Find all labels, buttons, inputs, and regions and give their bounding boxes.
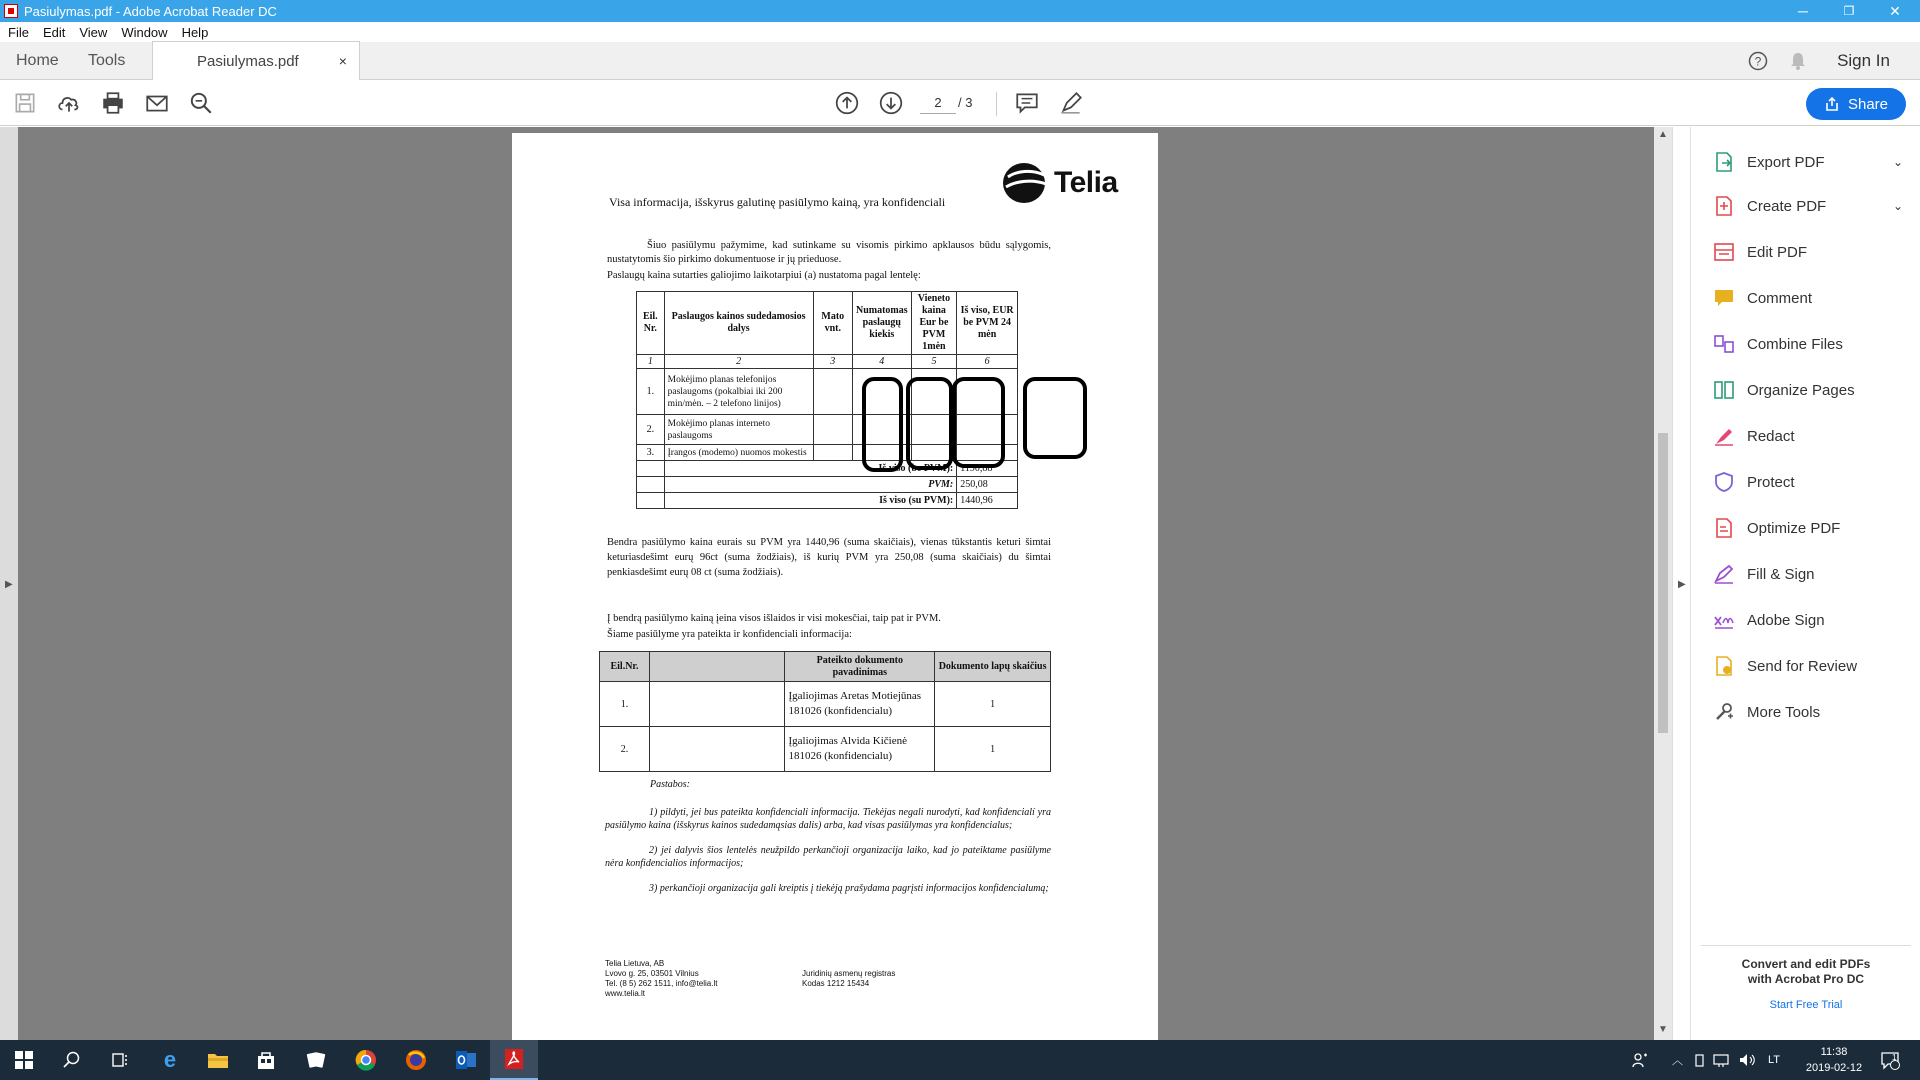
col-header-nr: Eil. Nr.: [637, 292, 665, 355]
empty-cell: [637, 461, 665, 477]
email-icon[interactable]: [144, 90, 170, 116]
tool-label: More Tools: [1747, 703, 1821, 721]
people-tray-icon: [1632, 1052, 1648, 1068]
notification-center-icon: [1880, 1050, 1900, 1070]
tools-panel: [1690, 127, 1920, 1040]
edit-pdf-icon: [1713, 241, 1735, 263]
left-panel-toggle[interactable]: [0, 127, 18, 1040]
people-icon[interactable]: [1632, 1040, 1648, 1080]
tool-label: Edit PDF: [1747, 243, 1808, 261]
row-name: Mokėjimo planas interneto paslaugoms: [664, 415, 813, 445]
highlight-pen-icon[interactable]: [1058, 90, 1084, 116]
export-pdf-icon: [1713, 151, 1735, 173]
taskbar-search-icon: [63, 1051, 81, 1069]
row-name: Įrangos (modemo) nuomos mokestis: [664, 445, 813, 461]
table-row: [600, 682, 1051, 727]
window-title: Pasiulymas.pdf - Adobe Acrobat Reader DC: [24, 3, 277, 19]
close-window-button[interactable]: ✕: [1889, 2, 1901, 19]
redaction-mark: [952, 377, 1005, 468]
battery-network-volume-icons: [1694, 1052, 1768, 1068]
tool-label: Organize Pages: [1747, 381, 1855, 399]
price-table-header: [637, 292, 1018, 355]
total-value: 250,08: [957, 477, 1018, 493]
taskbar-edge[interactable]: [146, 1040, 194, 1080]
tab-document[interactable]: [152, 41, 360, 80]
tool-redact[interactable]: [1713, 421, 1795, 451]
notification-count: 1: [1892, 1053, 1897, 1062]
page-count: 1: [935, 682, 1051, 727]
page-count: 1: [935, 727, 1051, 772]
toolbar-divider: [996, 92, 997, 116]
tab-home[interactable]: Home: [16, 52, 59, 69]
telia-pebble-icon: [1002, 161, 1048, 205]
tool-protect[interactable]: [1713, 467, 1795, 497]
tool-edit-pdf[interactable]: [1713, 237, 1807, 267]
chevron-down-icon[interactable]: ⌄: [1893, 155, 1904, 169]
agreement-paragraph: Šiuo pasiūlymu pažymime, kad sutinkame su visomis pirkimo apklausos būdu sąlygomis, nustatytomis šio pirkimo dokumentuose ir jų prieduose.: [607, 240, 1051, 265]
tool-label: Create PDF: [1747, 197, 1827, 215]
tool-optimize-pdf[interactable]: [1713, 513, 1840, 543]
send-review-icon: [1713, 655, 1735, 677]
save-icon[interactable]: [12, 90, 38, 116]
total-row: [637, 493, 1018, 509]
promo-text-2: with Acrobat Pro DC: [1747, 972, 1865, 986]
note-3: 3) perkančioji organizacija gali kreiptis į tiekėją prašydama pagrįsti informacijos konfidencialumą;: [649, 883, 1049, 894]
tool-adobe-sign[interactable]: [1713, 605, 1825, 635]
tool-label: Adobe Sign: [1747, 611, 1825, 629]
total-value: 1190,88: [957, 461, 1018, 477]
taskbar-store[interactable]: [242, 1040, 290, 1080]
empty-cell: [649, 727, 785, 772]
page-number-input[interactable]: 2: [920, 92, 956, 114]
tool-fill-sign[interactable]: [1713, 559, 1815, 589]
tool-comment[interactable]: [1713, 283, 1812, 313]
right-panel-toggle[interactable]: [1672, 127, 1690, 1040]
chrome-browser-icon: [355, 1049, 377, 1071]
row-number: 2.: [637, 415, 665, 445]
tool-combine-files[interactable]: [1713, 329, 1843, 359]
upgrade-promo: [1691, 945, 1920, 1011]
telia-logo-text: Telia: [1054, 166, 1118, 199]
taskbar-acrobat[interactable]: [490, 1040, 538, 1080]
edge-browser-icon: [159, 1049, 181, 1071]
task-view-button[interactable]: [96, 1040, 144, 1080]
empty-cell: [649, 682, 785, 727]
protect-icon: [1713, 471, 1735, 493]
tool-label: Combine Files: [1747, 335, 1843, 353]
folder-icon: [207, 1051, 229, 1069]
tool-export-pdf[interactable]: [1713, 147, 1904, 177]
fill-sign-icon: [1713, 563, 1735, 585]
row-name: Mokėjimo planas telefonijos paslaugoms (pokalbiai iki 200 min/mėn. – 2 telefono linijos): [664, 369, 813, 415]
tool-label: Fill & Sign: [1747, 565, 1815, 583]
tool-label: Comment: [1747, 289, 1813, 307]
col-header-empty: [649, 652, 785, 682]
tool-label: Send for Review: [1747, 657, 1858, 675]
table-row: [600, 727, 1051, 772]
tab-bar: [0, 42, 1920, 80]
comment-icon: [1713, 287, 1735, 309]
start-free-trial-link[interactable]: Start Free Trial: [1769, 999, 1843, 1011]
organize-pages-icon: [1713, 379, 1735, 401]
tool-label: Optimize PDF: [1747, 519, 1841, 537]
tab-tools[interactable]: Tools: [88, 52, 126, 69]
footer-company: [605, 959, 717, 999]
minimize-button[interactable]: ─: [1798, 3, 1808, 19]
outlook-icon: [455, 1050, 477, 1070]
scroll-up-icon[interactable]: ▲: [1658, 129, 1668, 140]
sign-in-link[interactable]: Sign In: [1837, 51, 1890, 70]
share-label: Share: [1847, 95, 1889, 113]
cards-icon: [305, 1050, 327, 1070]
create-pdf-icon: [1713, 195, 1735, 217]
toolbar: [0, 80, 1920, 126]
acrobat-reader-icon: [504, 1048, 524, 1070]
empty-cell: [637, 493, 665, 509]
clock-date: 2019-02-12: [1805, 1062, 1863, 1074]
col-header-total: Iš viso, EUR be PVM 24 mėn: [957, 292, 1018, 355]
print-icon[interactable]: [100, 90, 126, 116]
search-icon[interactable]: [188, 90, 214, 116]
col-header-unit-price: Vieneto kaina Eur be PVM 1mėn: [911, 292, 957, 355]
system-clock[interactable]: [1798, 1044, 1870, 1076]
next-page-icon[interactable]: [878, 90, 904, 116]
footer-line: Juridinių asmenų registras: [802, 969, 896, 978]
footer-line: Telia Lietuva, AB: [605, 959, 665, 968]
confidential-docs-table: [599, 651, 1051, 772]
comment-tool-icon[interactable]: [1014, 90, 1040, 116]
notification-bell-icon[interactable]: [1788, 51, 1808, 71]
empty-cell: [637, 477, 665, 493]
svg-text:e: e: [163, 1049, 177, 1071]
help-icon[interactable]: [1748, 51, 1768, 71]
taskbar-outlook[interactable]: [442, 1040, 490, 1080]
empty-cell: [813, 445, 852, 461]
windows-start-button[interactable]: [0, 1040, 48, 1080]
store-bag-icon: [256, 1050, 276, 1070]
footer-line: Tel. (8 5) 262 1511, info@telia.lt: [605, 979, 718, 988]
telia-logo: [1002, 161, 1118, 205]
more-tools-icon: [1713, 701, 1735, 723]
doc-name: Įgaliojimas Alvida Kičienė 181026 (konfidencialu): [785, 727, 935, 772]
footer-line: www.telia.lt: [605, 989, 646, 998]
col-header-quantity: Numatomas paslaugų kiekis: [852, 292, 911, 355]
adobe-sign-icon: [1713, 609, 1735, 631]
tool-label: Protect: [1747, 473, 1795, 491]
vertical-scrollbar[interactable]: [1654, 127, 1672, 1040]
tab-document-label: Pasiulymas.pdf: [197, 52, 299, 70]
taskbar-search-button[interactable]: [48, 1040, 96, 1080]
footer-line: Lvovo g. 25, 03501 Vilnius: [605, 969, 699, 978]
combine-files-icon: [1713, 333, 1735, 355]
footer-line: Kodas 1212 15434: [802, 979, 870, 988]
tool-send-for-review[interactable]: [1713, 651, 1857, 681]
tab-close-button[interactable]: ×: [338, 53, 347, 69]
row-number: 2.: [600, 727, 650, 772]
menu-bar: [0, 22, 1920, 42]
row-number: 1.: [600, 682, 650, 727]
note-2: 2) jei dalyvis šios lentelės neužpildo perkančioji organizacija laiko, kad jo pateiktame pasiūlyme nėra konfidencialios informacijos;: [605, 845, 1051, 869]
tool-label: Export PDF: [1747, 153, 1825, 171]
menu-help[interactable]: Help: [181, 24, 209, 40]
total-label: Iš viso (be PVM):: [664, 461, 957, 477]
col-number: 4: [852, 355, 911, 369]
row-number: 3.: [637, 445, 665, 461]
chevron-down-icon[interactable]: ⌄: [1893, 199, 1904, 213]
total-price-paragraph: Bendra pasiūlymo kaina eurais su PVM yra 1440,96 (suma skaičiais), vienas tūkstantis keturi šimtai keturiasdešimt eurų 96ct (suma žodžiais), iš kurių PVM yra 250,08 (suma skaičiais) du šimtai penkiasdešimt eurų 08 ct (suma žodžiais).: [607, 537, 1051, 578]
page-total: / 3: [958, 95, 973, 110]
action-center-button[interactable]: [1880, 1040, 1900, 1080]
svg-text:?: ?: [1754, 54, 1762, 69]
windows-logo-icon: [15, 1051, 33, 1069]
title-bar: [0, 0, 1920, 22]
collapse-right-icon: ▶: [1678, 579, 1686, 590]
expand-left-icon: ▶: [5, 579, 13, 590]
redaction-mark: [1023, 377, 1087, 459]
tool-more-tools[interactable]: [1713, 697, 1820, 727]
taskbar-file-explorer[interactable]: [194, 1040, 242, 1080]
language-indicator[interactable]: LT: [1768, 1054, 1781, 1066]
previous-page-icon[interactable]: [834, 90, 860, 116]
total-label: Iš viso (su PVM):: [664, 493, 957, 509]
col-header-unit: Mato vnt.: [813, 292, 852, 355]
menu-file[interactable]: File: [8, 24, 29, 40]
notes-title: Pastabos:: [650, 779, 690, 790]
doc-name: Įgaliojimas Aretas Motiejūnas 181026 (konfidencialu): [785, 682, 935, 727]
col-header-nr: Eil.Nr.: [600, 652, 650, 682]
taskbar-chrome[interactable]: [342, 1040, 390, 1080]
column-numbers-row: [637, 355, 1018, 369]
task-view-icon: [111, 1051, 129, 1069]
upload-cloud-icon[interactable]: [56, 90, 82, 116]
redaction-mark: [906, 377, 953, 470]
col-number: 1: [637, 355, 665, 369]
share-icon: [1824, 96, 1840, 112]
redact-icon: [1713, 425, 1735, 447]
scrollbar-thumb[interactable]: [1658, 433, 1668, 733]
note-1: 1) pildyti, jei bus pateikta konfidenciali informacija. Tiekėjas negali nurodyti, kad konfidencialí yra pasiūlymo kaina (išskyrus kainos sudedamąsias dalis) arba, kad visas pasiūlymas yra konfidencialus;: [605, 807, 1051, 831]
acrobat-app-icon: [4, 4, 18, 18]
tool-organize-pages[interactable]: [1713, 375, 1855, 405]
confidential-note: Visa informacija, išskyrus galutinę pasiūlymo kainą, yra konfidenciali: [609, 195, 946, 209]
taskbar-firefox[interactable]: [392, 1040, 440, 1080]
show-hidden-icons[interactable]: [1672, 1040, 1683, 1080]
menu-view[interactable]: View: [79, 24, 108, 40]
windows-taskbar: [0, 1040, 1920, 1080]
tool-create-pdf[interactable]: [1713, 191, 1904, 221]
tool-label: Redact: [1747, 427, 1795, 445]
pdf-page: [512, 133, 1158, 1043]
confidential-info-paragraph: Šiame pasiūlyme yra pateikta ir konfidenciali informacija:: [607, 629, 852, 640]
col-header-page-count: Dokumento lapų skaičius: [935, 652, 1051, 682]
col-header-components: Paslaugos kainos sudedamosios dalys: [664, 292, 813, 355]
total-row: [637, 477, 1018, 493]
menu-edit[interactable]: Edit: [42, 24, 66, 40]
taskbar-solitaire[interactable]: [292, 1040, 340, 1080]
chevron-up-icon: ︿: [1672, 1055, 1683, 1067]
col-number: 6: [957, 355, 1018, 369]
menu-window[interactable]: Window: [121, 24, 168, 40]
price-table-intro: Paslaugų kaina sutarties galiojimo laikotarpiui (a) nustatoma pagal lentelę:: [607, 270, 921, 281]
total-value: 1440,96: [957, 493, 1018, 509]
confidential-table-header: [600, 652, 1051, 682]
scroll-down-icon[interactable]: ▼: [1658, 1024, 1668, 1035]
empty-cell: [813, 369, 852, 415]
promo-text-1: Convert and edit PDFs: [1741, 957, 1871, 971]
maximize-button[interactable]: ❐: [1843, 4, 1855, 18]
row-number: 1.: [637, 369, 665, 415]
included-costs-paragraph: Į bendrą pasiūlymo kainą įeina visos išlaidos ir visi mokesčiai, taip pat ir PVM.: [607, 613, 941, 624]
col-number: 3: [813, 355, 852, 369]
empty-cell: [813, 415, 852, 445]
clock-time: 11:38: [1820, 1046, 1848, 1058]
footer-registry: [802, 969, 895, 989]
optimize-pdf-icon: [1713, 517, 1735, 539]
col-number: 5: [911, 355, 957, 369]
share-button[interactable]: [1806, 88, 1906, 120]
redaction-mark: [862, 377, 903, 472]
tray-system-icons[interactable]: [1694, 1040, 1768, 1080]
total-label: PVM:: [664, 477, 957, 493]
firefox-browser-icon: [405, 1049, 427, 1071]
col-number: 2: [664, 355, 813, 369]
col-header-doc-name: Pateikto dokumento pavadinimas: [785, 652, 935, 682]
